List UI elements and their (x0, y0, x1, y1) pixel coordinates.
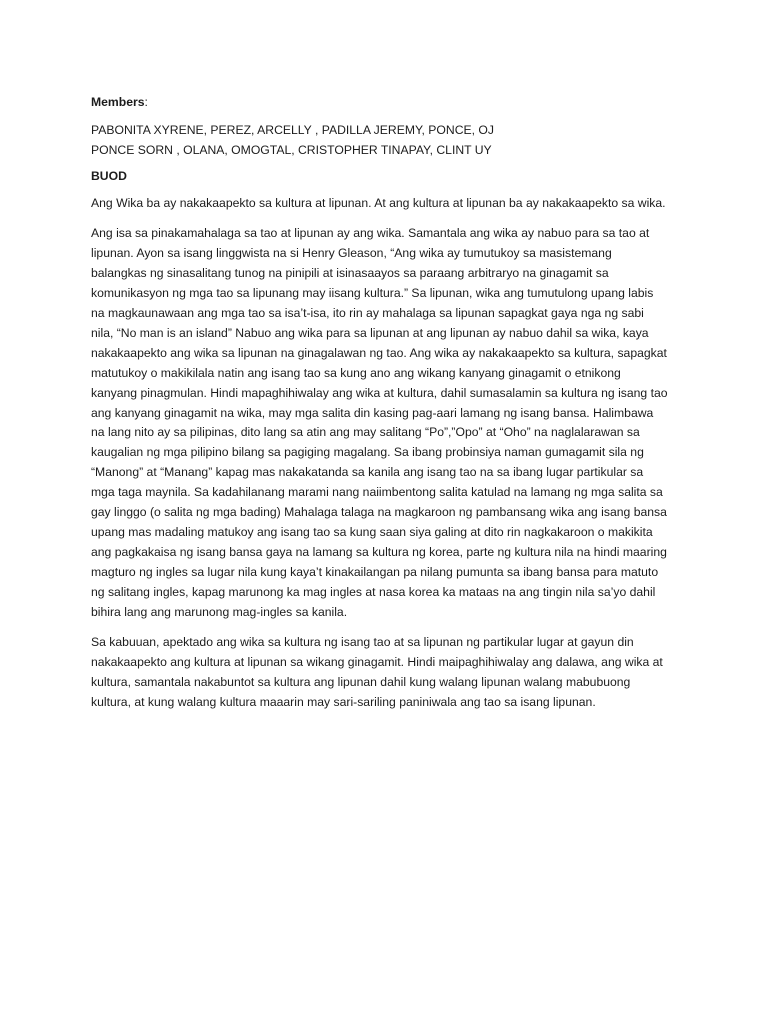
paragraph-conclusion: Sa kabuuan, apektado ang wika sa kultura ng isang tao at sa lipunan ng partikular lugar at gayun din nakakaapekto ang kultura at lipunan sa wikang ginagamit. Hindi maipaghihiwalay ang dalawa, ang wika at kultura, samantala nakabuntot sa kultura ang lipunan dahil kung walang lipunan walang mabubuong kultura, at kung walang kultura maaarin may sari-sariling paniniwala ang tao sa isang lipunan. (91, 635, 663, 709)
section-title: BUOD (91, 169, 127, 183)
members-line-1: PABONITA XYRENE, PEREZ, ARCELLY , PADILLA JEREMY, PONCE, OJ (91, 123, 494, 137)
members-colon: : (144, 95, 148, 109)
paragraph-intro: Ang Wika ba ay nakakaapekto sa kultura at lipunan. At ang kultura at lipunan ba ay nakakaapekto sa wika. (91, 196, 666, 210)
paragraph-body: Ang isa sa pinakamahalaga sa tao at lipunan ay ang wika. Samantala ang wika ay nabuo para sa tao at lipunan. Ayon sa isang linggwista na si Henry Gleason, “Ang wika ay tumutukoy sa masistemang balangkas ng sinasalitang tunog na pinipili at isinasaayos sa paraang arbitraryo na ginagamit sa komunikasyon ng mga tao sa lipunang may iisang kultura.” Sa lipunan, wika ang tumutulong upang labis na magkaunawaan ang mga tao sa isa’t-isa, ito rin ay mahalaga sa lipunan sapagkat gaya nga ng sabi nila, “No man is an island” Nabuo ang wika para sa lipunan at ang lipunan ay nabuo dahil sa wika, kaya nakakaapekto ang wika sa lipunan na ginagalawan ng tao. Ang wika ay nakakaapekto sa kultura, sapagkat matutukoy o makikilala natin ang isang tao sa kung ano ang wikang kanyang ginagamit o etnikong kanyang pinagmulan. Hindi mapaghihiwalay ang wika at kultura, dahil sumasalamin sa kultura ng isang tao ang kanyang ginagamit na wika, may mga salita din kasing pag-aari lamang ng isang bansa. Halimbawa na lang nito ay sa pilipinas, dito lang sa atin ang may salitang “Po”,”Opo” at “Oho” na naglalarawan sa kaugalian ng mga pilipino bilang sa pagiging magalang. Sa ibang probinsiya naman gumagamit sila ng “Manong” at “Manang” kapag mas nakakatanda sa kanila ang isang tao na sa ibang lugar partikular sa mga taga maynila. Sa kadahilanang marami nang naiimbentong salita katulad na lamang ng mga salita sa gay linggo (o salita ng mga bading) Mahalaga talaga na magkaroon ng pambansang wika ang isang bansa upang mas madaling matukoy ang isang tao sa kung saan siya galing at dito rin nagkakaroon o makikita ang pagkakaisa ng isang bansa gaya na lamang sa kultura ng korea, parte ng kultura nila na hindi maaring magturo ng ingles sa lugar nila kung kaya’t kinakailangan pa nilang pumunta sa ibang bansa para matuto ng salitang ingles, kapag marunong ka mag ingles at nasa korea ka mataas na ang tingin nila sa’yo dahil bihira lang ang marunong mag-ingles sa kanila. (91, 225, 668, 620)
members-heading (91, 92, 668, 112)
members-label: Members (91, 95, 145, 109)
members-list (91, 120, 668, 160)
members-line-2: PONCE SORN , OLANA, OMOGTAL, CRISTOPHER TINAPAY, CLINT UY (91, 143, 492, 157)
